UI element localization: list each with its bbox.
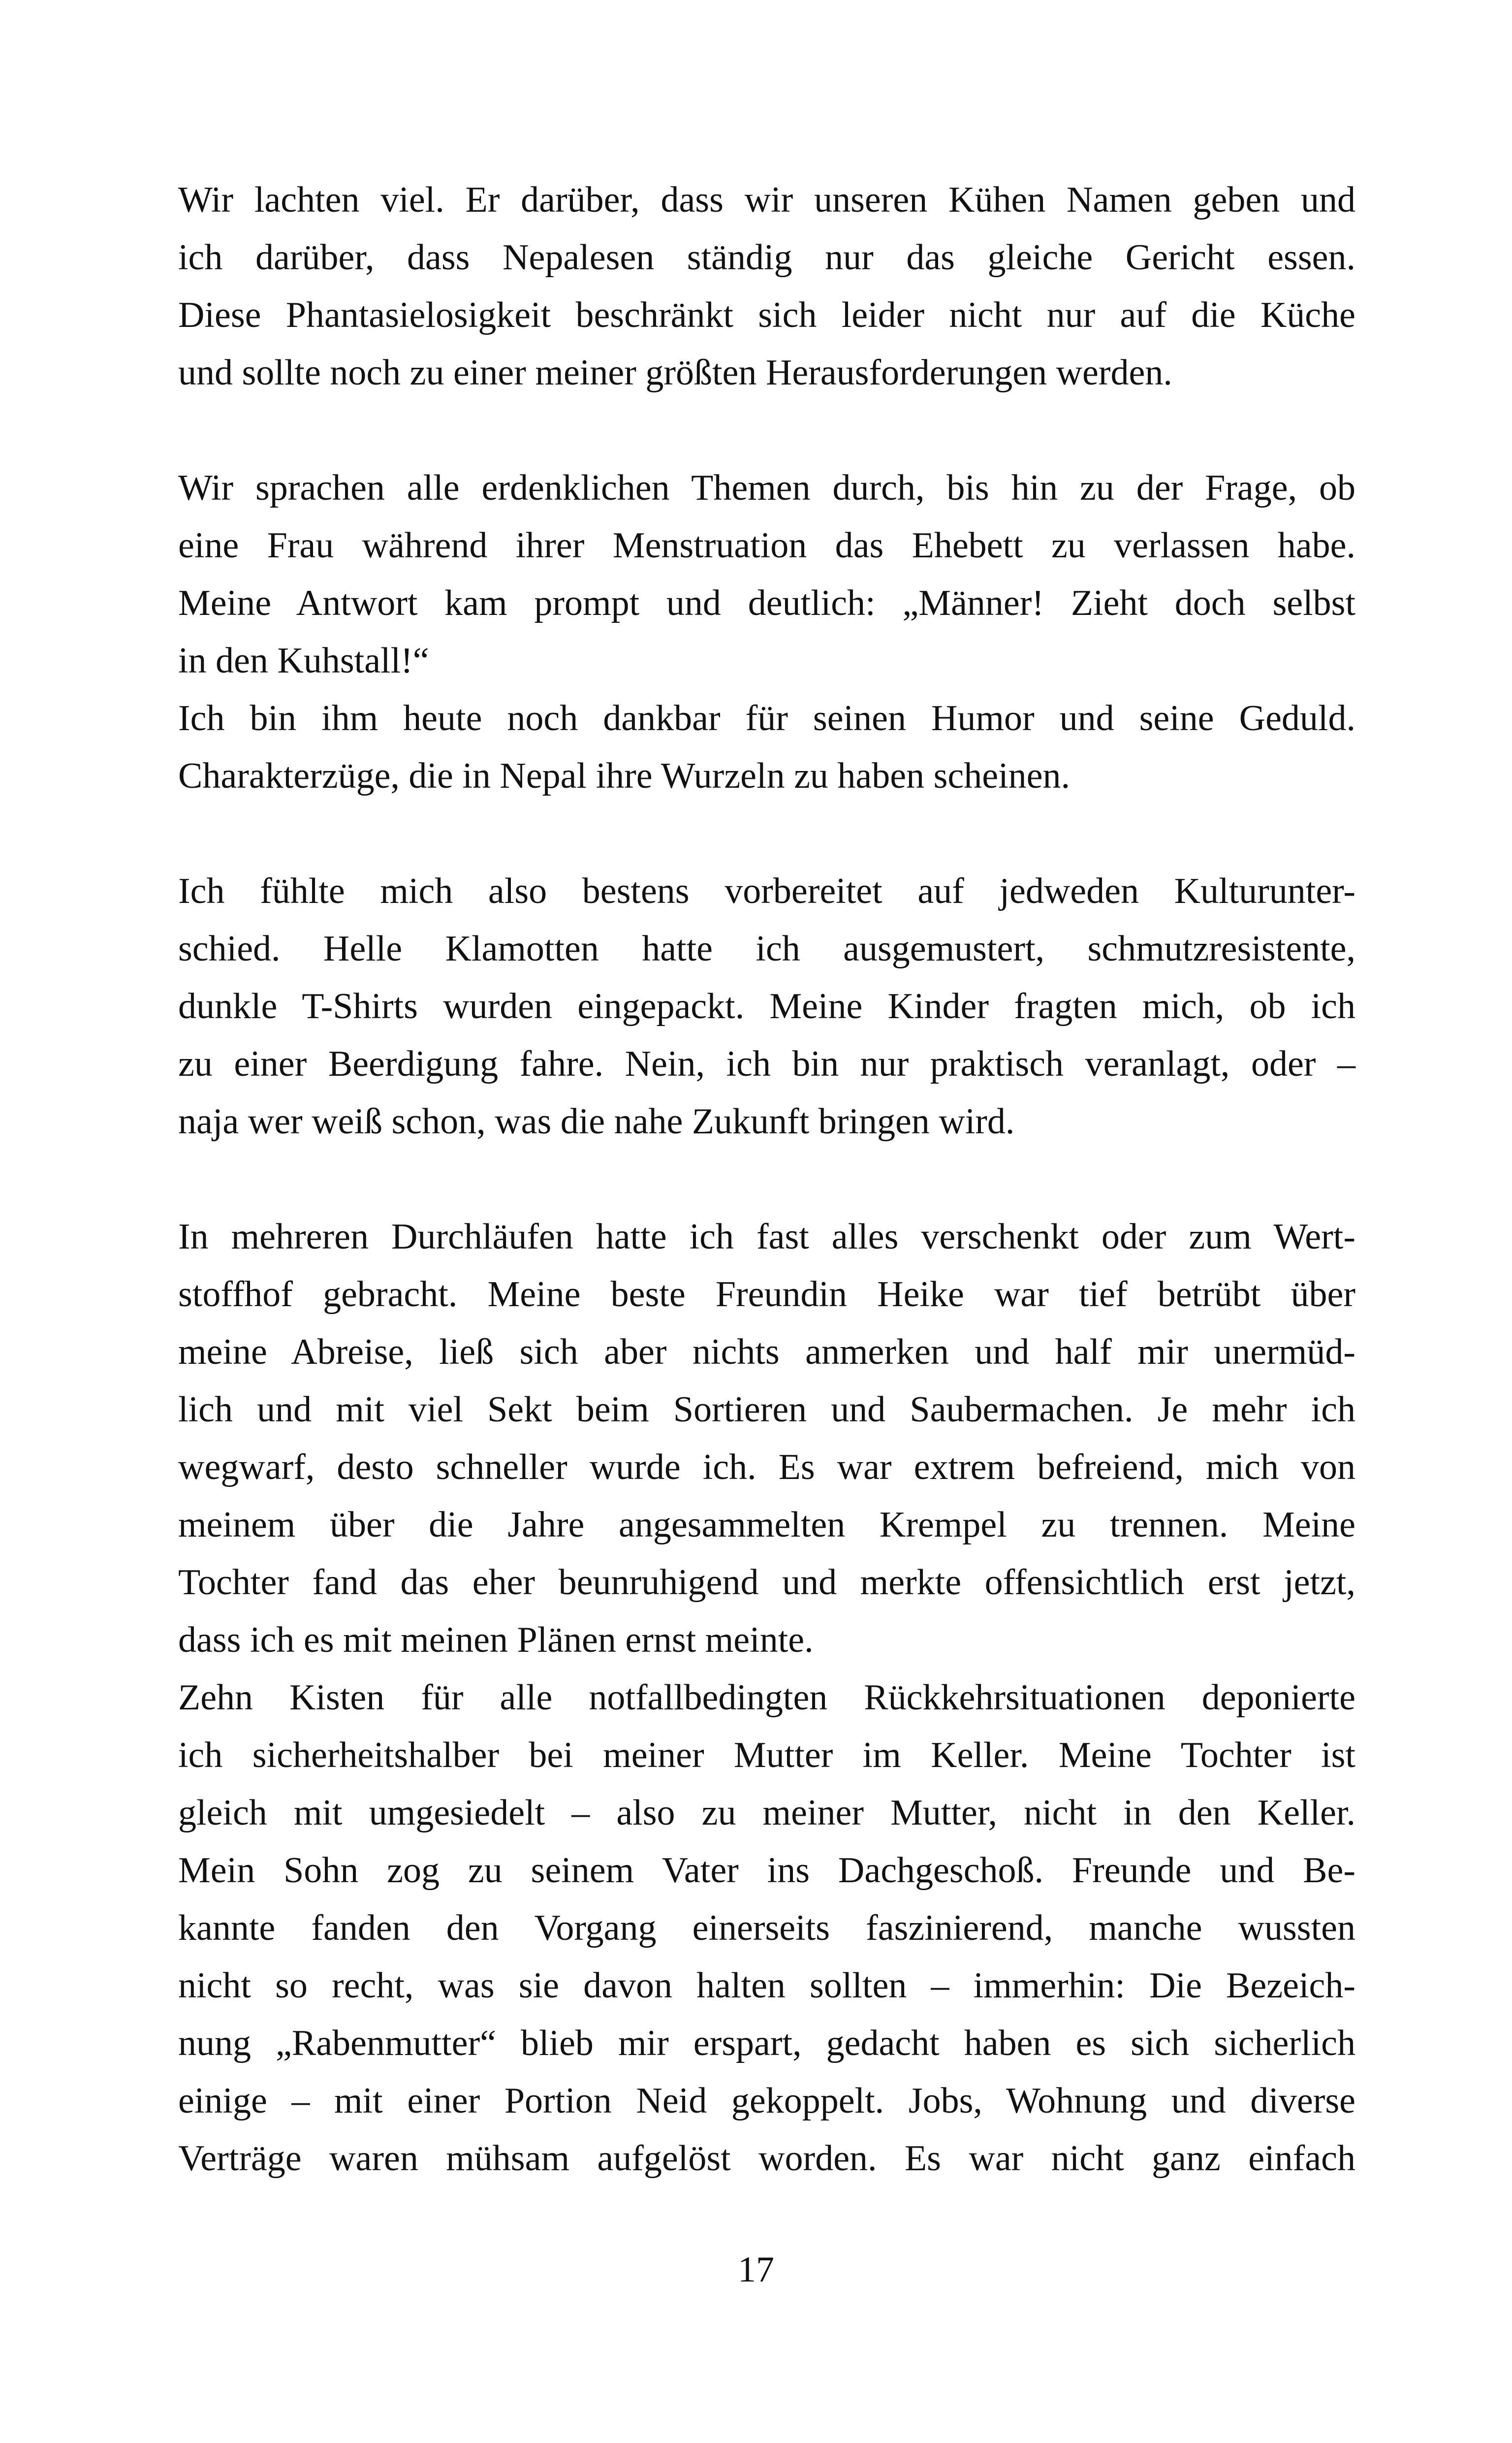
- text-line: nung „Rabenmutter“ blieb mir erspart, gedacht haben es sich sicherlich: [178, 2023, 1355, 2063]
- text-line: Verträge waren mühsam aufgelöst worden. Es war nicht ganz einfach: [178, 2138, 1355, 2179]
- page-number: 17: [738, 2250, 774, 2290]
- paragraph: [178, 690, 1355, 805]
- text-line: wegwarf, desto schneller wurde ich. Es war extrem befreiend, mich von: [178, 1447, 1355, 1487]
- paragraph-gap: [178, 402, 1355, 459]
- text-line: lich und mit viel Sekt beim Sortieren und Saubermachen. Je mehr ich: [178, 1389, 1355, 1430]
- text-line: eine Frau während ihrer Menstruation das Ehebett zu verlassen habe.: [178, 525, 1355, 566]
- paragraph: [178, 459, 1355, 690]
- text-line: gleich mit umgesiedelt – also zu meiner Mutter, nicht in den Keller.: [178, 1793, 1355, 1833]
- text-line: Ich fühlte mich also bestens vorbereitet auf jedweden Kulturunter-: [178, 871, 1355, 911]
- paragraph-gap: [178, 1151, 1355, 1208]
- text-line: Wir sprachen alle erdenklichen Themen durch, bis hin zu der Frage, ob: [178, 468, 1355, 508]
- text-line: schied. Helle Klamotten hatte ich ausgemustert, schmutzresistente,: [178, 929, 1355, 969]
- text-line: Meine Antwort kam prompt und deutlich: „Männer! Zieht doch selbst: [178, 583, 1355, 623]
- text-line: Wir lachten viel. Er darüber, dass wir unseren Kühen Namen geben und: [178, 180, 1355, 220]
- text-line: dunkle T-Shirts wurden eingepackt. Meine Kinder fragten mich, ob ich: [178, 986, 1355, 1027]
- paragraph-gap: [178, 805, 1355, 863]
- text-line: ich darüber, dass Nepalesen ständig nur das gleiche Gericht essen.: [178, 237, 1355, 278]
- text-line: Charakterzüge, die in Nepal ihre Wurzeln zu haben scheinen.: [178, 756, 1070, 796]
- text-line: Tochter fand das eher beunruhigend und merkte offensichtlich erst jetzt,: [178, 1562, 1355, 1603]
- text-line: einige – mit einer Portion Neid gekoppelt. Jobs, Wohnung und diverse: [178, 2081, 1355, 2121]
- paragraph: [178, 171, 1355, 402]
- paragraph: [178, 1669, 1355, 2187]
- text-line: Zehn Kisten für alle notfallbedingten Rückkehrsituationen deponierte: [178, 1677, 1355, 1718]
- text-line: naja wer weiß schon, was die nahe Zukunft bringen wird.: [178, 1101, 1015, 1142]
- text-line: Ich bin ihm heute noch dankbar für seinen Humor und seine Geduld.: [178, 698, 1355, 739]
- text-line: stoffhof gebracht. Meine beste Freundin Heike war tief betrübt über: [178, 1274, 1355, 1315]
- text-line: nicht so recht, was sie davon halten sollten – immerhin: Die Bezeich-: [178, 1965, 1355, 2006]
- text-line: Diese Phantasielosigkeit beschränkt sich leider nicht nur auf die Küche: [178, 295, 1355, 335]
- paragraph: [178, 863, 1355, 1151]
- text-line: zu einer Beerdigung fahre. Nein, ich bin nur praktisch veranlagt, oder –: [178, 1044, 1355, 1084]
- body-text: [178, 171, 1355, 2187]
- text-line: meine Abreise, ließ sich aber nichts anmerken und half mir unermüd-: [178, 1332, 1355, 1372]
- text-line: In mehreren Durchläufen hatte ich fast alles verschenkt oder zum Wert-: [178, 1217, 1355, 1257]
- text-line: in den Kuhstall!“: [178, 641, 429, 681]
- text-line: kannte fanden den Vorgang einerseits faszinierend, manche wussten: [178, 1908, 1355, 1948]
- paragraph: [178, 1208, 1355, 1669]
- text-line: dass ich es mit meinen Plänen ernst meinte.: [178, 1620, 814, 1660]
- text-line: meinem über die Jahre angesammelten Krempel zu trennen. Meine: [178, 1505, 1355, 1545]
- text-line: und sollte noch zu einer meiner größten Herausforderungen werden.: [178, 353, 1172, 393]
- text-line: ich sicherheitshalber bei meiner Mutter im Keller. Meine Tochter ist: [178, 1735, 1355, 1775]
- text-line: Mein Sohn zog zu seinem Vater ins Dachgeschoß. Freunde und Be-: [178, 1850, 1355, 1891]
